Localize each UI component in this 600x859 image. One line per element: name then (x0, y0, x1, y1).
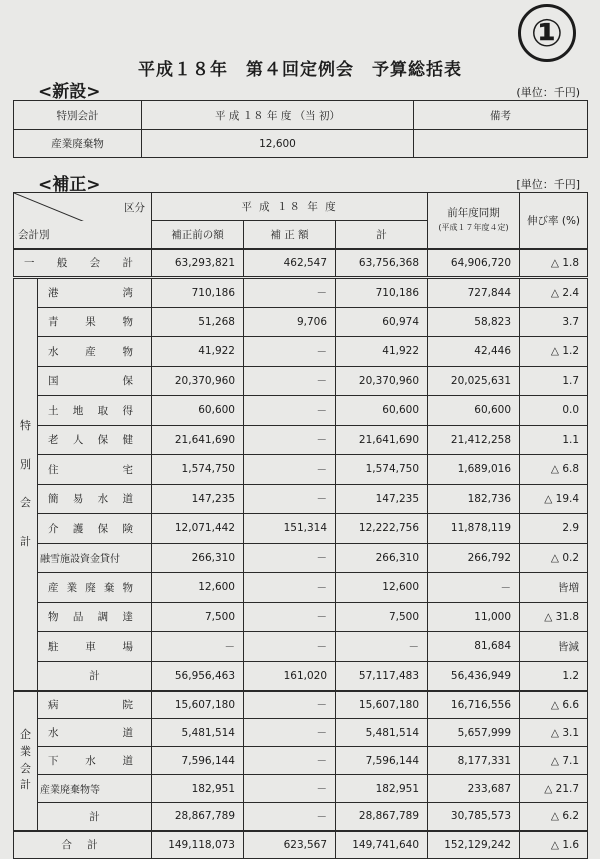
cell-hosei: － (244, 632, 336, 662)
row-label: 簡易水道 (38, 484, 152, 514)
cell-before: － (152, 632, 244, 662)
general-prev: 64,906,720 (428, 249, 520, 278)
row-label: 水道 (38, 719, 152, 747)
row-label: 下水道 (38, 747, 152, 775)
table-row (14, 278, 588, 308)
enterprise-total-label: 計 (38, 803, 152, 831)
cell-prev: 60,600 (428, 396, 520, 426)
row-label: 住宅 (38, 455, 152, 485)
cell-hosei: － (244, 775, 336, 803)
enterprise-label-char: 企 (20, 728, 31, 742)
table-row (14, 425, 588, 455)
header-prev-note: (平成１７年度４定) (438, 223, 509, 233)
special-label-char: 別 (20, 457, 31, 471)
cell-growth: 皆増 (520, 573, 588, 603)
cell-before: 21,641,690 (152, 425, 244, 455)
new-section-unit: (単位：千円) (516, 86, 580, 99)
row-label: 駐車場 (38, 632, 152, 662)
table-row-grand-total (14, 831, 588, 859)
cell-growth: 2.9 (520, 514, 588, 544)
row-label: 物品調達 (38, 602, 152, 632)
cell-prev: 20,025,631 (428, 366, 520, 396)
cell-prev: 21,412,258 (428, 425, 520, 455)
row-label: 水産物 (38, 337, 152, 367)
header-hosei: 補 正 額 (244, 221, 336, 249)
cell-before: 15,607,180 (152, 691, 244, 719)
cell-hosei: － (244, 337, 336, 367)
special-label-char: 計 (20, 534, 31, 548)
table-row (14, 514, 588, 544)
header-growth: 伸び率 (%) (520, 193, 588, 249)
enterprise-total-prev: 30,785,573 (428, 803, 520, 831)
cell-prev: 182,736 (428, 484, 520, 514)
cell-total: 5,481,514 (336, 719, 428, 747)
grand-total-label: 合 計 (14, 831, 152, 859)
cell-prev: 16,716,556 (428, 691, 520, 719)
header-corner-bottom (14, 221, 152, 249)
cell-prev: 58,823 (428, 307, 520, 337)
cell-hosei: － (244, 278, 336, 308)
general-hosei: 462,547 (244, 249, 336, 278)
cell-total: 1,574,750 (336, 455, 428, 485)
cell-total: 7,500 (336, 602, 428, 632)
cell-total: 710,186 (336, 278, 428, 308)
header-special-account: 特別会計 (14, 101, 142, 130)
header-corner (14, 193, 152, 221)
grand-total-growth: △ 1.6 (520, 831, 588, 859)
cell-total: 41,922 (336, 337, 428, 367)
cell-total: 15,607,180 (336, 691, 428, 719)
row-label: 国保 (38, 366, 152, 396)
table-row (14, 543, 588, 573)
cell-total: 266,310 (336, 543, 428, 573)
row-label: 介護保険 (38, 514, 152, 544)
cell-hosei: － (244, 543, 336, 573)
cell-hosei: － (244, 719, 336, 747)
table-row (14, 602, 588, 632)
header-year: 平 成 １８ 年 度 (152, 193, 428, 221)
cell-before: 41,922 (152, 337, 244, 367)
row-label: 青果物 (38, 307, 152, 337)
table-row (14, 691, 588, 719)
general-account-label: 一 般 会 計 (14, 249, 152, 278)
header-row-1 (14, 193, 588, 221)
cell-prev: － (428, 573, 520, 603)
cell-before: 20,370,960 (152, 366, 244, 396)
cell-prev: 8,177,331 (428, 747, 520, 775)
cell-total: 12,222,756 (336, 514, 428, 544)
general-total: 63,756,368 (336, 249, 428, 278)
cell-before: 5,481,514 (152, 719, 244, 747)
page-number-badge: ① (518, 4, 576, 62)
cell-total: 21,641,690 (336, 425, 428, 455)
table-row (14, 396, 588, 426)
row-label: 老人保健 (38, 425, 152, 455)
grand-total-total: 149,741,640 (336, 831, 428, 859)
cell-growth: △ 6.8 (520, 455, 588, 485)
cell-before: 710,186 (152, 278, 244, 308)
cell-hosei: － (244, 573, 336, 603)
row-label: 融雪施設資金貸付 (38, 543, 152, 573)
header-kubun: 区分 (124, 202, 145, 214)
cell-growth: △ 7.1 (520, 747, 588, 775)
row-label: 土地取得 (38, 396, 152, 426)
cell-before: 182,951 (152, 775, 244, 803)
table-row (14, 573, 588, 603)
header-prev-year (428, 193, 520, 249)
table-row (14, 337, 588, 367)
row-label: 産業廃棄物等 (38, 775, 152, 803)
cell-prev: 81,684 (428, 632, 520, 662)
cell-hosei: － (244, 396, 336, 426)
header-remarks: 備考 (414, 101, 588, 130)
grand-total-before: 149,118,073 (152, 831, 244, 859)
cell-before: 7,500 (152, 602, 244, 632)
cell-growth: △ 21.7 (520, 775, 588, 803)
special-total-total: 57,117,483 (336, 661, 428, 691)
table-row (14, 632, 588, 662)
cell-prev: 233,687 (428, 775, 520, 803)
special-total-hosei: 161,020 (244, 661, 336, 691)
header-prev: 前年度同期 (447, 207, 500, 220)
cell-hosei: 9,706 (244, 307, 336, 337)
table-row-enterprise-total (14, 803, 588, 831)
cell-prev: 11,878,119 (428, 514, 520, 544)
cell-growth: △ 2.4 (520, 278, 588, 308)
header-kaikei: 会計別 (18, 228, 50, 241)
cell-growth: 1.7 (520, 366, 588, 396)
cell-total: 20,370,960 (336, 366, 428, 396)
cell-hosei: － (244, 602, 336, 632)
grand-total-prev: 152,129,242 (428, 831, 520, 859)
special-total-label: 計 (38, 661, 152, 691)
cell-hosei: 151,314 (244, 514, 336, 544)
enterprise-total-hosei: － (244, 803, 336, 831)
cell-total: 147,235 (336, 484, 428, 514)
enterprise-account-label (14, 691, 38, 831)
table-row (14, 455, 588, 485)
cell-growth: △ 6.6 (520, 691, 588, 719)
row-name: 産業廃棄物 (14, 130, 142, 158)
row-label: 病院 (38, 691, 152, 719)
cell-growth: 皆減 (520, 632, 588, 662)
enterprise-label-char: 会 (20, 761, 31, 775)
row-label: 産業廃棄物 (38, 573, 152, 603)
special-label-char: 会 (20, 496, 31, 510)
cell-prev: 1,689,016 (428, 455, 520, 485)
hosei-section-heading: <補正> (38, 175, 101, 195)
cell-prev: 42,446 (428, 337, 520, 367)
cell-total: 60,974 (336, 307, 428, 337)
table-row (14, 366, 588, 396)
cell-hosei: － (244, 484, 336, 514)
hosei-section-unit: [単位：千円] (516, 178, 580, 191)
cell-before: 7,596,144 (152, 747, 244, 775)
enterprise-total-total: 28,867,789 (336, 803, 428, 831)
table-row (14, 307, 588, 337)
cell-before: 12,071,442 (152, 514, 244, 544)
cell-before: 147,235 (152, 484, 244, 514)
cell-hosei: － (244, 366, 336, 396)
cell-before: 60,600 (152, 396, 244, 426)
enterprise-label-char: 業 (20, 744, 31, 758)
general-before: 63,293,821 (152, 249, 244, 278)
table-row (14, 484, 588, 514)
cell-before: 266,310 (152, 543, 244, 573)
row-note (414, 130, 588, 158)
cell-hosei: － (244, 425, 336, 455)
cell-prev: 5,657,999 (428, 719, 520, 747)
table-row (14, 775, 588, 803)
cell-growth: △ 1.2 (520, 337, 588, 367)
row-value: 12,600 (142, 130, 414, 158)
cell-growth: 0.0 (520, 396, 588, 426)
grand-total-hosei: 623,567 (244, 831, 336, 859)
cell-hosei: － (244, 455, 336, 485)
cell-growth: △ 19.4 (520, 484, 588, 514)
cell-prev: 11,000 (428, 602, 520, 632)
special-total-prev: 56,436,949 (428, 661, 520, 691)
cell-hosei: － (244, 691, 336, 719)
cell-growth: 1.1 (520, 425, 588, 455)
cell-before: 12,600 (152, 573, 244, 603)
cell-growth: 3.7 (520, 307, 588, 337)
cell-before: 51,268 (152, 307, 244, 337)
table-row (14, 747, 588, 775)
cell-growth: △ 0.2 (520, 543, 588, 573)
cell-total: 60,600 (336, 396, 428, 426)
supplementary-budget-table (13, 192, 588, 859)
page-title: 平成１８年 第４回定例会 予算総括表 (138, 60, 462, 80)
cell-total: － (336, 632, 428, 662)
cell-total: 182,951 (336, 775, 428, 803)
cell-total: 7,596,144 (336, 747, 428, 775)
table-row-special-total (14, 661, 588, 691)
cell-prev: 727,844 (428, 278, 520, 308)
enterprise-label-char: 計 (20, 778, 31, 792)
special-total-before: 56,956,463 (152, 661, 244, 691)
cell-growth: △ 31.8 (520, 602, 588, 632)
special-total-growth: 1.2 (520, 661, 588, 691)
special-label-char: 特 (20, 418, 31, 432)
cell-hosei: － (244, 747, 336, 775)
enterprise-total-before: 28,867,789 (152, 803, 244, 831)
table-row (14, 719, 588, 747)
cell-before: 1,574,750 (152, 455, 244, 485)
cell-total: 12,600 (336, 573, 428, 603)
header-before: 補正前の額 (152, 221, 244, 249)
special-account-label (14, 278, 38, 691)
header-total: 計 (336, 221, 428, 249)
row-label: 港湾 (38, 278, 152, 308)
table-row-general (14, 249, 588, 278)
cell-prev: 266,792 (428, 543, 520, 573)
new-establishment-table (13, 100, 588, 158)
enterprise-total-growth: △ 6.2 (520, 803, 588, 831)
general-growth: △ 1.8 (520, 249, 588, 278)
new-section-heading: <新設> (38, 82, 101, 102)
header-fy18-initial: 平 成 １８ 年 度 （当 初） (142, 101, 414, 130)
cell-growth: △ 3.1 (520, 719, 588, 747)
